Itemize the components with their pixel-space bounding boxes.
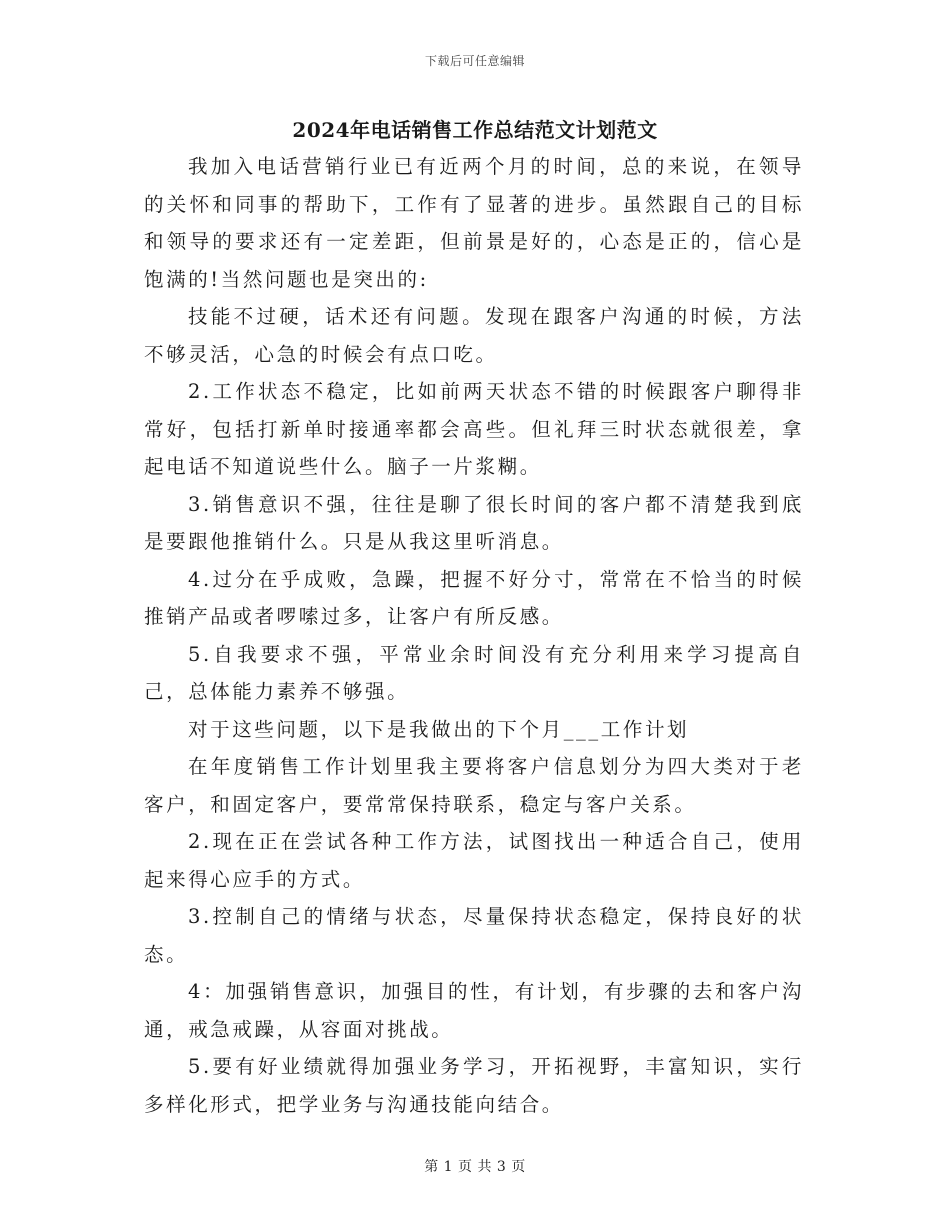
paragraph-problem-2: 2.工作状态不稳定，比如前两天状态不错的时候跟客户聊得非常好，包括打新单时接通率都会高些。但礼拜三时状态就很差，拿起电话不知道说些什么。脑子一片浆糊。	[144, 380, 804, 478]
paragraph-plan-3: 3.控制自己的情绪与状态，尽量保持状态稳定，保持良好的状态。	[144, 905, 804, 966]
paragraph-problem-4: 4.过分在乎成败，急躁，把握不好分寸，常常在不恰当的时候推销产品或者啰嗦过多，让客户有所反感。	[144, 567, 804, 628]
paragraph-intro: 我加入电话营销行业已有近两个月的时间，总的来说，在领导的关怀和同事的帮助下，工作有了显著的进步。虽然跟自己的目标和领导的要求还有一定差距，但前景是好的，心态是正的，信心是饱满的!当然问题也是突出的:	[144, 155, 804, 291]
paragraph-plan-1: 在年度销售工作计划里我主要将客户信息划分为四大类对于老客户，和固定客户，要常常保持联系，稳定与客户关系。	[144, 755, 804, 816]
paragraph-problem-5: 5.自我要求不强，平常业余时间没有充分利用来学习提高自己，总体能力素养不够强。	[144, 642, 804, 703]
paragraph-problem-1: 技能不过硬，话术还有问题。发现在跟客户沟通的时候，方法不够灵活，心急的时候会有点口吃。	[144, 305, 804, 366]
document-title: 2024年电话销售工作总结范文计划范文	[292, 118, 658, 142]
paragraph-plan-2: 2.现在正在尝试各种工作方法，试图找出一种适合自己，使用起来得心应手的方式。	[144, 830, 804, 891]
paragraph-plan-5: 5.要有好业绩就得加强业务学习，开拓视野，丰富知识，实行多样化形式，把学业务与沟通技能向结合。	[144, 1055, 804, 1116]
paragraph-problem-3: 3.销售意识不强，往往是聊了很长时间的客户都不清楚我到底是要跟他推销什么。只是从我这里听消息。	[144, 492, 804, 553]
page-header-note: 下载后可任意编辑	[424, 54, 525, 68]
document-body	[144, 148, 804, 1123]
paragraph-plan-4: 4：加强销售意识，加强目的性，有计划，有步骤的去和客户沟通，戒急戒躁，从容面对挑战。	[144, 980, 804, 1041]
paragraph-plan-intro: 对于这些问题，以下是我做出的下个月___工作计划	[188, 717, 690, 741]
page-number: 第 1 页 共 3 页	[424, 1159, 526, 1175]
